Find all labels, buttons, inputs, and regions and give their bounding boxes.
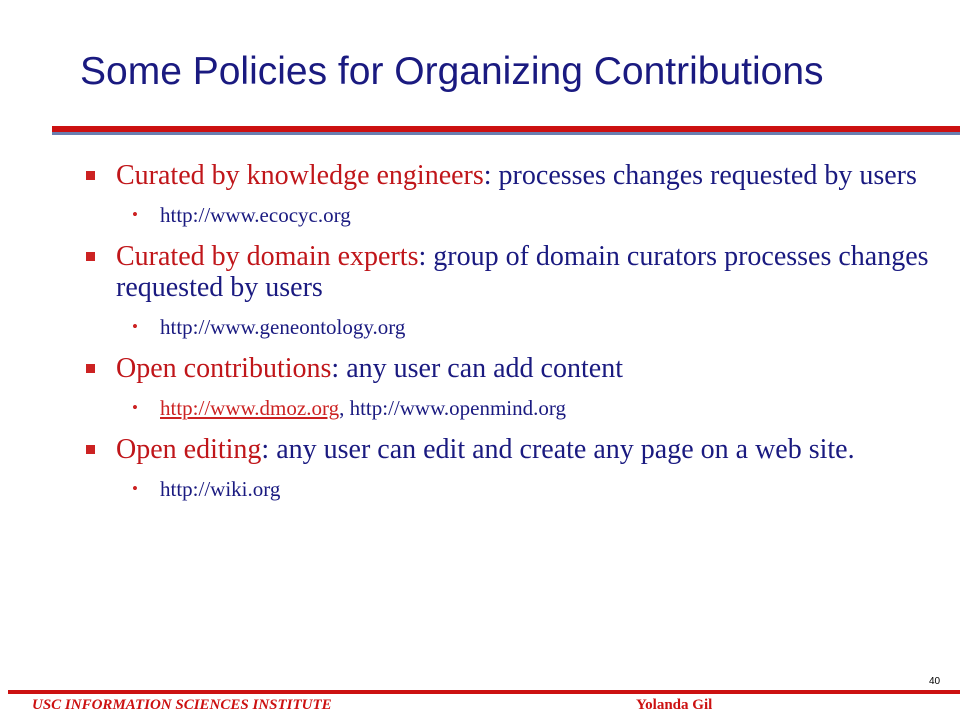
square-bullet-icon <box>86 445 95 454</box>
sub-bullet-item <box>80 475 940 503</box>
footer-divider <box>8 690 960 694</box>
bullet-highlight: Open editing <box>116 434 262 465</box>
square-bullet-icon <box>86 252 95 261</box>
bullet-item <box>80 434 940 465</box>
bullet-item <box>80 160 940 191</box>
bullet-highlight: Curated by domain experts <box>116 241 419 272</box>
sub-bullet-item <box>80 201 940 229</box>
bullet-text: : group of domain curators processes changes requested by users <box>116 241 929 303</box>
sub-bullet-text: , http://www.openmind.org <box>339 396 566 420</box>
square-bullet-icon <box>86 171 95 180</box>
square-bullet-icon <box>86 364 95 373</box>
sub-bullet-text: http://www.geneontology.org <box>160 315 406 339</box>
bullet-item <box>80 241 940 303</box>
sub-bullet-text: http://www.ecocyc.org <box>160 203 351 227</box>
sub-bullet-text: http://wiki.org <box>160 477 281 501</box>
title-divider <box>52 126 960 132</box>
footer-author: Yolanda Gil <box>636 697 713 713</box>
sub-bullet-item <box>80 394 940 422</box>
bullet-text: : processes changes requested by users <box>483 160 917 191</box>
bullet-highlight: Curated by knowledge engineers <box>116 160 484 191</box>
bullet-text: : any user can add content <box>331 353 623 384</box>
dot-bullet-icon: • <box>132 317 138 336</box>
slide-title: Some Policies for Organizing Contributions <box>80 50 824 93</box>
bullet-text: : any user can edit and create any page on a web site. <box>261 434 855 465</box>
bullet-highlight: Open contributions <box>116 353 332 384</box>
page-number: 40 <box>929 676 941 687</box>
dot-bullet-icon: • <box>132 205 138 224</box>
sub-bullet-item <box>80 313 940 341</box>
footer-institute: USC INFORMATION SCIENCES INSTITUTE <box>32 697 332 713</box>
slide-body <box>80 160 940 515</box>
dot-bullet-icon: • <box>132 398 138 417</box>
bullet-item <box>80 353 940 384</box>
dot-bullet-icon: • <box>132 479 138 498</box>
dmoz-link[interactable]: http://www.dmoz.org <box>160 396 340 420</box>
